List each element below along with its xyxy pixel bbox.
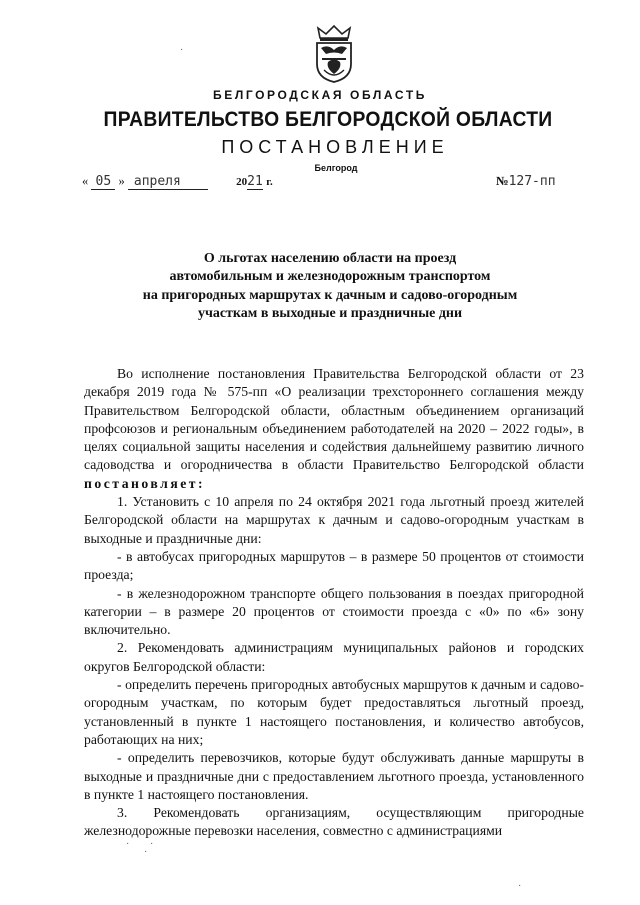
resolves-word: постановляет:: [84, 475, 206, 491]
date-year-mark: г.: [266, 176, 273, 188]
clause-1: 1. Установить с 10 апреля по 24 октября 2021 года льготный проезд жителей Белгородской области на маршрутах к дачным и садово-огородным участкам в выходные и праздничные дни:: [84, 494, 584, 546]
government-name: ПРАВИТЕЛЬСТВО БЕЛГОРОДСКОЙ ОБЛАСТИ: [103, 108, 553, 131]
intro-paragraph: [84, 365, 584, 493]
scan-speck: ·: [150, 838, 154, 849]
date-month: апреля: [128, 174, 208, 190]
clause-1-bullet-bus: - в автобусах пригородных маршрутов – в размере 50 процентов от стоимости проезда;: [84, 548, 584, 583]
scan-speck: ·: [144, 846, 148, 857]
document-title: [80, 250, 580, 323]
clause-1-bullet-rail: - в железнодорожном транспорте общего пользования в поездах пригородной категории – в размере 20 процентов от стоимости проезда с «0» по «6» зону включительно.: [84, 585, 584, 638]
scan-speck: ·: [180, 44, 184, 55]
intro-text: Во исполнение постановления Правительства Белгородской области от 23 декабря 2019 года № 575-пп «О реализации трехстороннего соглашения между Правительством Белгородской области, областным объединением организаций профсоюзов и региональным объединением работодателей на 2020 – 2022 годы», в целях социальной защиты населения и содействия дальнейшему развитию личного садоводства и огородничества в области Правительство Белгородской области: [84, 366, 584, 473]
clause-2-bullet-carriers: - определить перевозчиков, которые будут обслуживать данные маршруты в выходные и праздничные дни с предоставлением льготного проезда, установленного в пункте 1 настоящего постановления.: [84, 750, 584, 802]
document-type: ПОСТАНОВЛЕНИЕ: [221, 137, 449, 157]
scan-speck: ·: [126, 838, 130, 849]
title-line: на пригородных маршрутах к дачным и садово-огородным: [142, 287, 518, 303]
title-line: О льготах населению области на проезд: [203, 251, 457, 266]
clause-2-bullet-routes: - определить перечень пригородных автобусных маршрутов к дачным и садово-огородным участкам, по которым будет предоставляться льготный проезд, установленный в пункте 1 настоящего постановления, и количество автобусов, работающих на них;: [84, 677, 584, 747]
document-number: [496, 174, 556, 189]
date-day: 05: [91, 174, 115, 190]
city-name: Белгород: [314, 163, 358, 173]
clause-2: 2. Рекомендовать администрациям муниципальных районов и городских округов Белгородской области:: [84, 640, 584, 674]
document-date: [82, 174, 273, 190]
region-name: БЕЛГОРОДСКАЯ ОБЛАСТЬ: [213, 88, 427, 102]
date-close-quote: »: [118, 174, 125, 188]
date-year-suffix: 21: [247, 174, 263, 189]
coat-of-arms-icon: [312, 24, 356, 84]
date-open-quote: «: [82, 174, 89, 188]
number-sign: №: [496, 174, 509, 188]
scan-speck: ·: [518, 880, 522, 891]
number-value: 127-пп: [508, 174, 556, 189]
document-body: [84, 365, 584, 841]
title-line: автомобильным и железнодорожным транспортом: [169, 269, 491, 285]
clause-3: 3. Рекомендовать организациям, осуществляющим пригородные железнодорожные перевозки населения, совместно с администрациями: [84, 805, 584, 839]
title-line: участкам в выходные и праздничные дни: [197, 305, 463, 321]
date-year-prefix: 20: [236, 176, 248, 188]
